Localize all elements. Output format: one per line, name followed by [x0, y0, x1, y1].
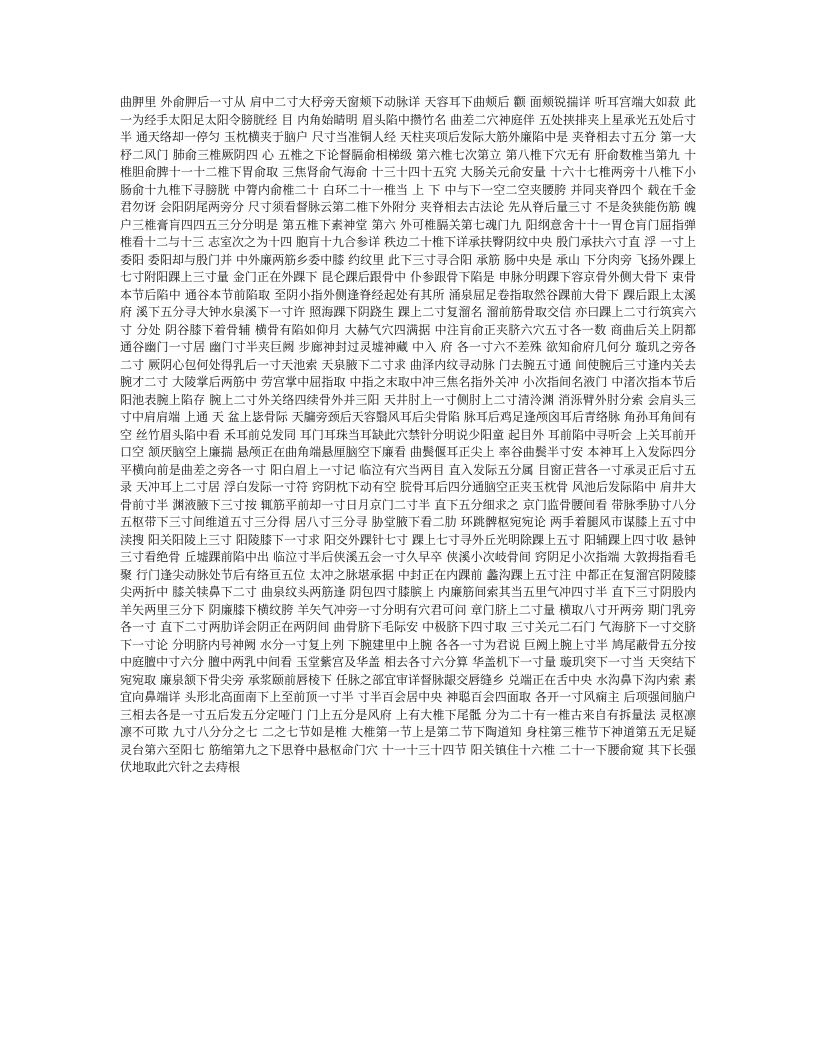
body-paragraph: 曲胛里 外俞胛后一寸从 肩中二寸大杼旁天窗颊下动脉详 天容耳下曲颊后 颧 面颊锐揣详 听耳宫端大如菽 此一为经手太阳足太阳令膀胱经 目 内角始睛明 眉头陷中攒竹名 曲差二穴神庭伴 五处挟排夹上星承光五处后寸半 通天络却一停匀 玉枕横夹于脑户 尺寸当准铜人经 天柱夹项后发际大筋外廉陷中是 夹脊相去寸五分 第一大杼二风门 肺俞三椎厥阴四 心 五椎之下论督膈俞相梯级 第六椎七次第立 第八椎下穴无有 肝俞数椎当第九 十椎胆俞脾十一十二椎下胃俞取 三焦肾俞气海俞 十三十四十五究 大肠关元俞安量 十六十七椎两旁十八椎下小肠俞十九椎下寻膀胱 中膂内俞椎二十 白环二十一椎当 上 下 中与下一空二空夹腰胯 并同夹脊四个 载在千金君勿讶 会阳阴尾两旁分 尺寸须看督脉云第二椎下外附分 夹脊相去古法论 先从脊后量三寸 不是灸狭能伤筋 魄户三椎膏肓四四五三分分明是 第五椎下素神堂 第六 外可椎膈关第七魂门九 阳纲意舍十十一胃仓肓门屈指弹 椎看十二与十三 志室次之为十四 胞肓十九合参详 秩边二十椎下详承扶臀阴纹中央 殷门承扶六寸直 浮 一寸上委阳 委阳却与殷门并 中外廉两筋乡委中膝 约纹里 此下三寸寻合阳 承筋 肠中央是 承山 下分肉旁 飞扬外踝上七寸附阳踝上三寸量 金门正在外踝下 昆仑踝后跟骨中 仆参跟骨下陷是 申脉分明踝下容京骨外侧大骨下 束骨本节后陷中 通谷本节前陷取 至阴小指外侧逢脊经起处有其所 涌泉屈足卷指取然谷踝前大骨下 踝后跟上太溪府 溪下五分寻大钟水泉溪下一寸许 照海踝下阴跷生 踝上二寸复溜名 溜前筋骨取交信 亦曰踝上二寸行筑宾六寸 分处 阴谷膝下着骨辅 横骨有陷如仰月 大赫气穴四满据 中注肓俞正夹脐六穴五寸各一数 商曲后关上阴都 通谷幽门一寸居 幽门寸半夹巨阙 步廊神封过灵墟神藏 中入 府 各一寸六不差殊 欲知俞府几何分 璇玑之旁各二寸 厥阴心包何处得乳后一寸天池索 天泉腋下二寸求 曲泽内纹寻动脉 门去腕五寸通 间使腕后三寸逢内关去腕才二寸 大陵掌后两筋中 劳宫掌中屈指取 中指之末取中冲三焦名指外关冲 小次指间名液门 中渚次指本节后 阳池表腕上陷存 腕上二寸外关络四续骨外并三阳 天井肘上一寸侧肘上二寸清泠渊 消泺臂外肘分索 会肩头三寸中肩肩端 上通 天 盆上毖骨际 天牖旁颈后天容翳风耳后尖骨陷 脉耳后鸡足逢颅囟耳后青络脉 角孙耳角间有空 丝竹眉头陷中看 禾耳前兑发同 耳门耳珠当耳缺此穴禁针分明说少阳童 起目外 耳前陷中寻听会 上关耳前开口空 颔厌脑空上廉揣 悬颅正在曲角端悬厘脑空下廉看 曲鬓偃耳正尖上 率谷曲鬓半寸安 本神耳上入发际四分平横向前是曲差之旁各一寸 阳白眉上一寸记 临泣有穴当两目 直入发际五分属 目窗正营各一寸承灵正后寸五录 天冲耳上二寸居 浮白发际一寸符 窍阴枕下动有空 脘骨耳后四分通脑空正夹玉枕骨 风池后发际陷中 肩井大骨前寸半 渊液腋下三寸按 辄筋平前却一寸日月京门二寸半 直下五分细求之 京门监骨腰间看 带脉季胁寸八分 五枢带下三寸间维道五寸三分得 居八寸三分寻 胁堂腋下看二肋 环跳髀枢宛宛论 两手着腿风市谋膝上五寸中渎搜 阳关阳陵上三寸 阳陵膝下一寸求 阳交外踝针七寸 踝上七寸寻外丘光明除踝上五寸 阳辅踝上四寸收 悬钟三寸看绝骨 丘墟踝前陷中出 临泣寸半后侠溪五会一寸久早卒 侠溪小次岐骨间 窍阴足小次指端 大敦拇指看毛聚 行门逢尖动脉处节后有络亘五位 太冲之脉堪承据 中封正在内踝前 蠡沟踝上五寸注 中都正在复溜宫阴陵膝尖两折中 膝关犊鼻下二寸 曲泉纹头两筋逢 阴包四寸膝膑上 内廉筋间索其当五里气冲四寸半 直下三寸阴股内 羊矢两里三分下 阴廉膝下横纹胯 羊矢气冲旁一寸分明有穴君可问 章门脐上二寸量 横取八寸开两旁 期门乳旁各一寸 直下二寸两肋详会阴正在两阴间 曲骨脐下毛际安 中极脐下四寸取 三寸关元二石门 气海脐下一寸交脐下一寸论 分明脐内号神阙 水分一寸复上列 下腕建里中上腕 各各一寸为君说 巨阙上腕上寸半 鸠尾蔽骨五分按 中庭膻中寸六分 膻中两乳中间看 玉堂紫宫及华盖 相去各寸六分算 华盖机下一寸量 璇玑突下一寸当 天突结下宛宛取 廉泉颔下骨尖旁 承浆颐前唇棱下 任脉之部宜审详督脉龈交唇缝乡 兑端正在舌中央 水沟鼻下沟内索 素 宜向鼻端详 头形北高面南下上至前顶一寸半 寸半百会居中央 神聪百会四面取 各开一寸风痫主 后项强间脑户三相去各是一寸五后发五分定哑门 门上五分是风府 上有大椎下尾骶 分为二十有一椎古来自有拆量法 灵枢凛凛不可欺 九寸八分分之七 二之七节如是椎 大椎第一节上是第二节下陶道知 身柱第三椎节下神道第五无足疑 灵台第六至阳七 筋缩第九之下思脊中悬枢命门穴 十一十三十四节 阳关镇住十六椎 二十一下腰俞窥 其下长强伏地取此穴针之去痔根 — [120, 95, 696, 774]
